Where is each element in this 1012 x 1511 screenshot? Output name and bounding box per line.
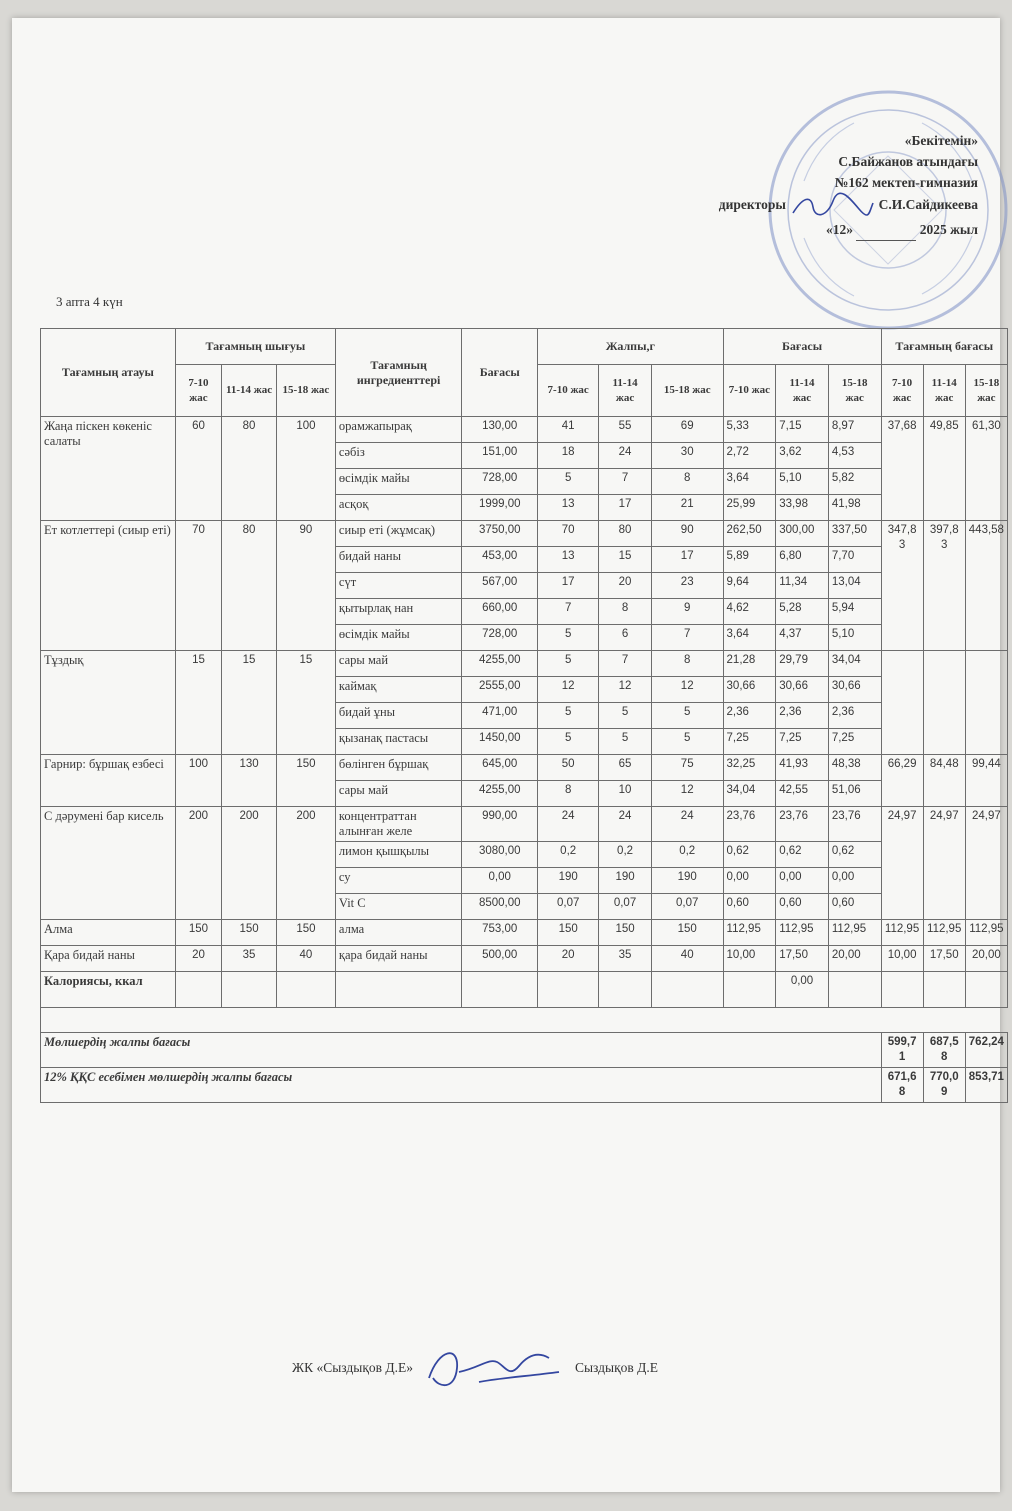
approval-block — [719, 130, 978, 241]
table-row — [41, 417, 1008, 443]
header-ingredients: Тағамның ингредиенттері — [335, 329, 461, 417]
total-cost-vat-label: 12% ҚҚС есебімен мөлшердің жалпы бағасы — [41, 1068, 882, 1103]
ingredient-grams: 24 — [599, 807, 652, 842]
dish-name: Гарнир: бұршақ езбесі — [41, 755, 176, 807]
ingredient-price: 645,00 — [462, 755, 538, 781]
ingredient-grams: 17 — [651, 547, 723, 573]
dish-yield: 150 — [276, 755, 335, 807]
ingredient-cost: 4,62 — [723, 599, 776, 625]
dish-cost: 20,00 — [965, 946, 1007, 972]
approval-date-line — [719, 219, 978, 241]
ingredient-cost: 21,28 — [723, 651, 776, 677]
dish-cost — [923, 651, 965, 755]
ingredient-name: өсімдік майы — [335, 469, 461, 495]
ingredient-cost: 0,62 — [723, 842, 776, 868]
ingredient-cost: 34,04 — [723, 781, 776, 807]
ingredient-cost: 0,60 — [723, 894, 776, 920]
table-row — [41, 521, 1008, 547]
ingredient-price: 753,00 — [462, 920, 538, 946]
dish-cost — [965, 651, 1007, 755]
ingredient-price: 3080,00 — [462, 842, 538, 868]
ingredient-grams: 0,07 — [651, 894, 723, 920]
calories-value: 0,00 — [776, 972, 829, 1008]
dish-cost: 347,83 — [881, 521, 923, 651]
ingredient-cost: 337,50 — [828, 521, 881, 547]
ingredient-name: сары май — [335, 651, 461, 677]
dish-cost: 84,48 — [923, 755, 965, 807]
ingredient-cost: 0,00 — [723, 868, 776, 894]
dish-yield: 15 — [222, 651, 277, 755]
table-row — [41, 807, 1008, 842]
ingredient-cost: 5,28 — [776, 599, 829, 625]
ingredient-cost: 7,25 — [723, 729, 776, 755]
ingredient-cost: 5,94 — [828, 599, 881, 625]
ingredient-grams: 0,2 — [599, 842, 652, 868]
ingredient-price: 0,00 — [462, 868, 538, 894]
ingredient-grams: 190 — [651, 868, 723, 894]
ingredient-price: 471,00 — [462, 703, 538, 729]
ingredient-grams: 190 — [599, 868, 652, 894]
ingredient-grams: 35 — [599, 946, 652, 972]
ingredient-grams: 7 — [651, 625, 723, 651]
dish-yield: 15 — [175, 651, 221, 755]
ingredient-cost: 41,93 — [776, 755, 829, 781]
ingredient-cost: 112,95 — [723, 920, 776, 946]
ingredient-name: қара бидай наны — [335, 946, 461, 972]
ingredient-grams: 7 — [599, 651, 652, 677]
ingredient-grams: 5 — [651, 703, 723, 729]
header-age: 11-14 жас — [599, 365, 652, 417]
ingredient-price: 130,00 — [462, 417, 538, 443]
dish-yield: 200 — [175, 807, 221, 920]
ingredient-grams: 5 — [651, 729, 723, 755]
ingredient-cost: 30,66 — [828, 677, 881, 703]
ingredient-name: сәбіз — [335, 443, 461, 469]
ingredient-name: асқоқ — [335, 495, 461, 521]
ingredient-grams: 5 — [599, 703, 652, 729]
ingredient-cost: 0,60 — [776, 894, 829, 920]
ingredient-price: 1450,00 — [462, 729, 538, 755]
ingredient-grams: 24 — [651, 807, 723, 842]
ingredient-price: 1999,00 — [462, 495, 538, 521]
ingredient-grams: 15 — [599, 547, 652, 573]
dish-yield: 80 — [222, 521, 277, 651]
ingredient-cost: 23,76 — [723, 807, 776, 842]
ingredient-grams: 69 — [651, 417, 723, 443]
ingredient-cost: 2,36 — [776, 703, 829, 729]
ingredient-cost: 20,00 — [828, 946, 881, 972]
ingredient-grams: 24 — [538, 807, 599, 842]
ingredient-grams: 24 — [599, 443, 652, 469]
ingredient-grams: 5 — [538, 703, 599, 729]
header-age: 11-14 жас — [923, 365, 965, 417]
total-cost-label: Мөлшердің жалпы бағасы — [41, 1033, 882, 1068]
dish-yield: 40 — [276, 946, 335, 972]
ingredient-grams: 5 — [538, 625, 599, 651]
total-cost-value: 762,24 — [965, 1033, 1007, 1068]
ingredient-cost: 32,25 — [723, 755, 776, 781]
ingredient-grams: 80 — [599, 521, 652, 547]
ingredient-cost: 7,70 — [828, 547, 881, 573]
ingredient-grams: 12 — [538, 677, 599, 703]
ingredient-grams: 90 — [651, 521, 723, 547]
ingredient-cost: 51,06 — [828, 781, 881, 807]
total-cost-value: 599,71 — [881, 1033, 923, 1068]
ingredient-cost: 3,64 — [723, 625, 776, 651]
ingredient-grams: 75 — [651, 755, 723, 781]
ingredient-price: 4255,00 — [462, 781, 538, 807]
approval-date-day: «12» — [825, 222, 853, 237]
dish-yield: 35 — [222, 946, 277, 972]
ingredient-price: 990,00 — [462, 807, 538, 842]
table-row — [41, 946, 1008, 972]
total-cost-value: 687,58 — [923, 1033, 965, 1068]
ingredient-cost: 0,00 — [828, 868, 881, 894]
ingredient-grams: 40 — [651, 946, 723, 972]
ingredient-cost: 7,25 — [776, 729, 829, 755]
header-age: 15-18 жас — [651, 365, 723, 417]
header-total-grams: Жалпы,г — [538, 329, 723, 365]
ingredient-cost: 17,50 — [776, 946, 829, 972]
ingredient-cost: 11,34 — [776, 573, 829, 599]
header-age: 7-10 жас — [175, 365, 221, 417]
approval-title: «Бекітемін» — [904, 133, 978, 148]
ingredient-price: 3750,00 — [462, 521, 538, 547]
ingredient-cost: 5,10 — [776, 469, 829, 495]
ingredient-cost: 8,97 — [828, 417, 881, 443]
dish-cost: 24,97 — [881, 807, 923, 920]
ingredient-grams: 0,2 — [651, 842, 723, 868]
ingredient-grams: 13 — [538, 495, 599, 521]
ingredient-cost: 112,95 — [776, 920, 829, 946]
dish-cost: 397,83 — [923, 521, 965, 651]
ingredient-grams: 8 — [599, 599, 652, 625]
ingredient-name: концентраттан алынған желе — [335, 807, 461, 842]
calories-label: Калориясы, ккал — [41, 972, 176, 1008]
ingredient-name: бөлінген бұршақ — [335, 755, 461, 781]
ingredient-cost: 25,99 — [723, 495, 776, 521]
approval-school-number: №162 мектеп-гимназия — [834, 175, 978, 190]
dish-cost: 24,97 — [965, 807, 1007, 920]
ingredient-cost: 2,36 — [828, 703, 881, 729]
ingredient-grams: 17 — [538, 573, 599, 599]
ingredient-grams: 17 — [599, 495, 652, 521]
ingredient-grams: 150 — [651, 920, 723, 946]
document-page — [12, 18, 1004, 1492]
dish-yield: 100 — [276, 417, 335, 521]
ingredient-name: лимон қышқылы — [335, 842, 461, 868]
dish-yield: 150 — [222, 920, 277, 946]
supplier-signature-icon — [419, 1338, 569, 1398]
header-yield: Тағамның шығуы — [175, 329, 335, 365]
dish-cost: 49,85 — [923, 417, 965, 521]
ingredient-price: 728,00 — [462, 469, 538, 495]
header-age: 7-10 жас — [538, 365, 599, 417]
dish-cost: 112,95 — [881, 920, 923, 946]
dish-yield: 150 — [276, 920, 335, 946]
approval-director-label: директоры — [718, 197, 786, 213]
dish-cost: 17,50 — [923, 946, 965, 972]
dish-yield: 200 — [276, 807, 335, 920]
ingredient-price: 2555,00 — [462, 677, 538, 703]
dish-cost: 112,95 — [923, 920, 965, 946]
header-age: 15-18 жас — [828, 365, 881, 417]
header-age: 7-10 жас — [881, 365, 923, 417]
ingredient-grams: 9 — [651, 599, 723, 625]
ingredient-cost: 0,60 — [828, 894, 881, 920]
ingredient-name: су — [335, 868, 461, 894]
dish-cost: 61,30 — [965, 417, 1007, 521]
ingredient-grams: 55 — [599, 417, 652, 443]
ingredient-grams: 5 — [538, 651, 599, 677]
dish-yield: 20 — [175, 946, 221, 972]
approval-director-name: С.И.Сайдикеева — [878, 197, 978, 213]
ingredient-grams: 5 — [538, 469, 599, 495]
ingredient-cost: 30,66 — [776, 677, 829, 703]
ingredient-cost: 3,64 — [723, 469, 776, 495]
ingredient-cost: 41,98 — [828, 495, 881, 521]
ingredient-cost: 5,33 — [723, 417, 776, 443]
ingredient-grams: 12 — [651, 781, 723, 807]
ingredient-cost: 6,80 — [776, 547, 829, 573]
ingredient-grams: 8 — [651, 469, 723, 495]
ingredient-cost: 13,04 — [828, 573, 881, 599]
dish-yield: 80 — [222, 417, 277, 521]
director-signature-icon — [789, 193, 875, 219]
ingredient-cost: 0,62 — [776, 842, 829, 868]
ingredient-cost: 3,62 — [776, 443, 829, 469]
ingredient-name: алма — [335, 920, 461, 946]
ingredient-price: 567,00 — [462, 573, 538, 599]
ingredient-price: 4255,00 — [462, 651, 538, 677]
total-cost-vat-value: 853,71 — [965, 1068, 1007, 1103]
ingredient-grams: 190 — [538, 868, 599, 894]
ingredient-name: сары май — [335, 781, 461, 807]
ingredient-price: 151,00 — [462, 443, 538, 469]
ingredient-cost: 30,66 — [723, 677, 776, 703]
approval-date-month-handwritten — [856, 219, 916, 241]
header-cost: Бағасы — [723, 329, 881, 365]
ingredient-grams: 20 — [599, 573, 652, 599]
header-dish-cost: Тағамның бағасы — [881, 329, 1007, 365]
ingredient-cost: 7,15 — [776, 417, 829, 443]
ingredient-name: каймақ — [335, 677, 461, 703]
ingredient-name: орамжапырақ — [335, 417, 461, 443]
header-dish-name: Тағамның атауы — [41, 329, 176, 417]
ingredient-grams: 65 — [599, 755, 652, 781]
ingredient-cost: 262,50 — [723, 521, 776, 547]
ingredient-cost: 5,10 — [828, 625, 881, 651]
header-age: 11-14 жас — [776, 365, 829, 417]
ingredient-grams: 50 — [538, 755, 599, 781]
approval-date-year: 2025 жыл — [919, 222, 978, 237]
ingredient-price: 728,00 — [462, 625, 538, 651]
ingredient-grams: 150 — [599, 920, 652, 946]
dish-cost: 112,95 — [965, 920, 1007, 946]
ingredient-grams: 10 — [599, 781, 652, 807]
ingredient-grams: 41 — [538, 417, 599, 443]
approval-director-line — [719, 193, 978, 219]
dish-name: Ет котлеттері (сиыр еті) — [41, 521, 176, 651]
ingredient-cost: 300,00 — [776, 521, 829, 547]
table-row — [41, 651, 1008, 677]
ingredient-grams: 5 — [538, 729, 599, 755]
ingredient-grams: 30 — [651, 443, 723, 469]
menu-table-body — [41, 417, 1008, 972]
header-age: 7-10 жас — [723, 365, 776, 417]
ingredient-name: Vit C — [335, 894, 461, 920]
dish-yield: 70 — [175, 521, 221, 651]
ingredient-name: бидай наны — [335, 547, 461, 573]
ingredient-cost: 34,04 — [828, 651, 881, 677]
ingredient-price: 8500,00 — [462, 894, 538, 920]
ingredient-grams: 21 — [651, 495, 723, 521]
ingredient-cost: 42,55 — [776, 781, 829, 807]
ingredient-name: қызанақ пастасы — [335, 729, 461, 755]
ingredient-grams: 8 — [538, 781, 599, 807]
footer-person: Сыздықов Д.Е — [574, 1360, 658, 1375]
table-row — [41, 920, 1008, 946]
ingredient-grams: 0,07 — [599, 894, 652, 920]
ingredient-price: 453,00 — [462, 547, 538, 573]
ingredient-cost: 48,38 — [828, 755, 881, 781]
dish-yield: 200 — [222, 807, 277, 920]
dish-name: Алма — [41, 920, 176, 946]
ingredient-price: 500,00 — [462, 946, 538, 972]
ingredient-cost: 4,37 — [776, 625, 829, 651]
ingredient-grams: 12 — [651, 677, 723, 703]
ingredient-cost: 2,72 — [723, 443, 776, 469]
dish-cost: 443,58 — [965, 521, 1007, 651]
ingredient-cost: 33,98 — [776, 495, 829, 521]
approval-school-line: С.Байжанов атындағы — [838, 154, 978, 169]
dish-cost: 99,44 — [965, 755, 1007, 807]
ingredient-grams: 8 — [651, 651, 723, 677]
ingredient-cost: 5,82 — [828, 469, 881, 495]
ingredient-cost: 4,53 — [828, 443, 881, 469]
ingredient-grams: 6 — [599, 625, 652, 651]
ingredient-grams: 0,2 — [538, 842, 599, 868]
ingredient-grams: 7 — [599, 469, 652, 495]
ingredient-cost: 23,76 — [828, 807, 881, 842]
dish-yield: 150 — [175, 920, 221, 946]
ingredient-cost: 29,79 — [776, 651, 829, 677]
dish-yield: 100 — [175, 755, 221, 807]
ingredient-grams: 23 — [651, 573, 723, 599]
ingredient-grams: 0,07 — [538, 894, 599, 920]
ingredient-grams: 70 — [538, 521, 599, 547]
ingredient-grams: 150 — [538, 920, 599, 946]
dish-yield: 60 — [175, 417, 221, 521]
dish-name: Жаңа піскен көкеніс салаты — [41, 417, 176, 521]
dish-name: С дәрумені бар кисель — [41, 807, 176, 920]
ingredient-cost: 10,00 — [723, 946, 776, 972]
ingredient-name: бидай ұны — [335, 703, 461, 729]
dish-name: Қара бидай наны — [41, 946, 176, 972]
ingredient-cost: 23,76 — [776, 807, 829, 842]
dish-cost: 37,68 — [881, 417, 923, 521]
ingredient-cost: 112,95 — [828, 920, 881, 946]
ingredient-grams: 12 — [599, 677, 652, 703]
dish-cost: 66,29 — [881, 755, 923, 807]
dish-name: Тұздық — [41, 651, 176, 755]
ingredient-grams: 18 — [538, 443, 599, 469]
dish-yield: 15 — [276, 651, 335, 755]
ingredient-name: сиыр еті (жұмсақ) — [335, 521, 461, 547]
dish-yield: 130 — [222, 755, 277, 807]
ingredient-name: сүт — [335, 573, 461, 599]
total-cost-vat-value: 671,68 — [881, 1068, 923, 1103]
day-title: 3 апта 4 күн — [56, 294, 123, 309]
dish-yield: 90 — [276, 521, 335, 651]
dish-cost: 24,97 — [923, 807, 965, 920]
ingredient-name: қытырлақ нан — [335, 599, 461, 625]
ingredient-cost: 9,64 — [723, 573, 776, 599]
ingredient-price: 660,00 — [462, 599, 538, 625]
ingredient-grams: 7 — [538, 599, 599, 625]
ingredient-cost: 2,36 — [723, 703, 776, 729]
ingredient-name: өсімдік майы — [335, 625, 461, 651]
table-row — [41, 755, 1008, 781]
header-age: 15-18 жас — [965, 365, 1007, 417]
menu-table — [40, 328, 1008, 1103]
ingredient-cost: 0,00 — [776, 868, 829, 894]
ingredient-cost: 5,89 — [723, 547, 776, 573]
header-age: 15-18 жас — [276, 365, 335, 417]
footer-signature-line — [292, 1338, 658, 1398]
ingredient-grams: 5 — [599, 729, 652, 755]
ingredient-grams: 20 — [538, 946, 599, 972]
ingredient-cost: 7,25 — [828, 729, 881, 755]
header-age: 11-14 жас — [222, 365, 277, 417]
total-cost-vat-value: 770,09 — [923, 1068, 965, 1103]
dish-cost — [881, 651, 923, 755]
dish-cost: 10,00 — [881, 946, 923, 972]
footer-company: ЖК «Сыздықов Д.Е» — [292, 1360, 413, 1375]
header-price: Бағасы — [462, 329, 538, 417]
ingredient-cost: 0,62 — [828, 842, 881, 868]
ingredient-grams: 13 — [538, 547, 599, 573]
